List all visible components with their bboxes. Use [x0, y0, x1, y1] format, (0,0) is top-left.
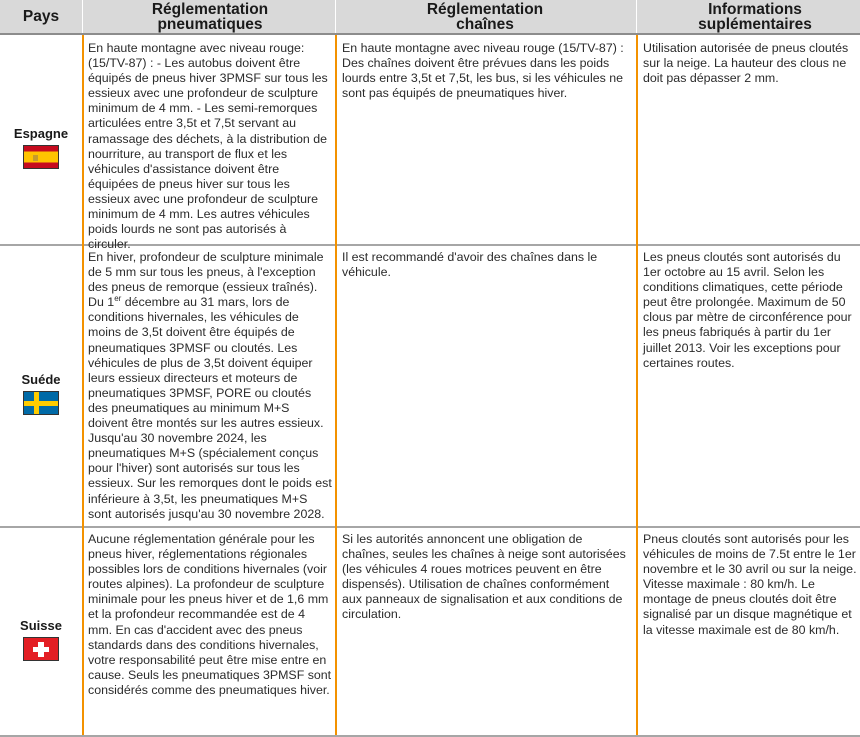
country-cell — [0, 372, 82, 415]
country-cell — [0, 126, 82, 169]
country-name: Suisse — [20, 618, 62, 633]
header-divider — [82, 0, 83, 33]
column-separator — [335, 35, 337, 735]
header-divider — [335, 0, 336, 33]
chains-cell: Il est recommandé d'avoir des chaînes dans le véhicule. — [342, 250, 598, 280]
table-header — [0, 0, 860, 35]
chains-cell: Si les autorités annoncent une obligation de chaînes, seules les chaînes à neige sont autorisées (les véhicules 4 roues motrices peuvent en être dispensés). Utilisation de chaînes conformément aux panneaux de signalisation et aux conditions de circulation. — [342, 532, 626, 622]
chains-cell: En haute montagne avec niveau rouge (15/TV-87) : Des chaînes doivent être prévues dans les poids lourds entre 3,5t et 7,5t, les bus, si les véhicules ne sont pas équipés de pneumatiques hiver. — [342, 41, 624, 101]
info-cell: Utilisation autorisée de pneus cloutés sur la neige. La hauteur des clous ne doit pas dépasser 2 mm. — [643, 41, 849, 86]
tyres-text-part: En hiver, profondeur de sculpture minimale de 5 mm sur tous les pneus, à l'exception des pneus de remorque (essieux traînés). Du 1 — [88, 250, 324, 310]
country-cell — [0, 618, 82, 661]
spain-flag-icon — [23, 145, 59, 169]
switzerland-flag-icon — [23, 637, 59, 661]
tyres-cell: En haute montagne avec niveau rouge:(15/TV-87) : - Les autobus doivent être équipés de pneus hiver 3PMSF sur tous les essieux avec une profondeur de sculpture minimum de 4 mm. - Les semi-remorques articulées entre 3,5t et 7,5t servant au ramassage des déchets, à la distribution de nourriture, au transport de flux et les véhicules d'assistance doivent être équipées de pneus hiver sur tous les essieux avec une profondeur de sculpture minimum de 4 mm. Les autres véhicules poids lourds ne sont pas autorisés à circuler. — [88, 41, 328, 252]
header-chains: Réglementation chaînes — [426, 0, 544, 33]
header-info: Informations suplémentaires — [698, 0, 812, 33]
column-separator — [636, 35, 638, 735]
tyres-text-part: décembre au 31 mars, lors de conditions hivernales, les véhicules de moins de 3,5t doivent être équipés de pneumatiques 3PMSF ou cloutés. Les véhicules de plus de 3,5t doivent équiper leurs essieux directeurs et moteurs de pneumatiques 3PMSF, PORE ou cloutés des pneumatiques au minimum M+S doivent être montés sur les autres essieux. Jusqu'au 30 novembre 2024, les pneumatiques M+S (spécialement conçus pour l'hiver) sont autorisés sur tous les essieux. Sur les remorques dont le poids est inférieure à 3,5t, les pneumatiques M+S sont autorisés jusqu'au 30 novembre 2028. — [88, 295, 332, 521]
column-separator — [82, 35, 84, 735]
header-divider — [636, 0, 637, 33]
tyres-cell: Aucune réglementation générale pour les pneus hiver, réglementations régionales possibles lors de conditions hivernales (voir routes alpines). La profondeur de sculpture minimale pour les pneus hiver et de 1,6 mm et la profondeur recommandée est de 4 mm. En cas d'accident avec des pneus standards dans des conditions hivernales, votre responsabilité peut être mise entre en cause. Seuls les pneumatiques 3PMSF sont considérés comme des pneumatiques hiver. — [88, 532, 332, 697]
ordinal-superscript: er — [114, 294, 122, 304]
info-cell: Pneus cloutés sont autorisés pour les véhicules de moins de 7.5t entre le 1er novembre et le 30 avril ou sur la neige. Vitesse maximale : 80 km/h. Le montage de pneus cloutés doit être signalisé par un disque magnétique et la vitesse maximale est de 80 km/h. — [643, 532, 857, 637]
header-tyres: Réglementation pneumatiques — [151, 0, 269, 33]
country-name: Espagne — [13, 126, 69, 141]
info-cell: Les pneus cloutés sont autorisés du 1er octobre au 15 avril. Selon les conditions climatiques, cette période peut être prolongée. Maximum de 50 clous par mètre de circonférence pour les pneus fabriqués à partir du 1er juillet 2013. Voir les exceptions pour certaines routes. — [643, 250, 852, 370]
sweden-flag-icon — [23, 391, 59, 415]
tyres-cell — [88, 250, 332, 522]
country-name: Suéde — [21, 372, 61, 387]
header-country: Pays — [22, 8, 60, 25]
